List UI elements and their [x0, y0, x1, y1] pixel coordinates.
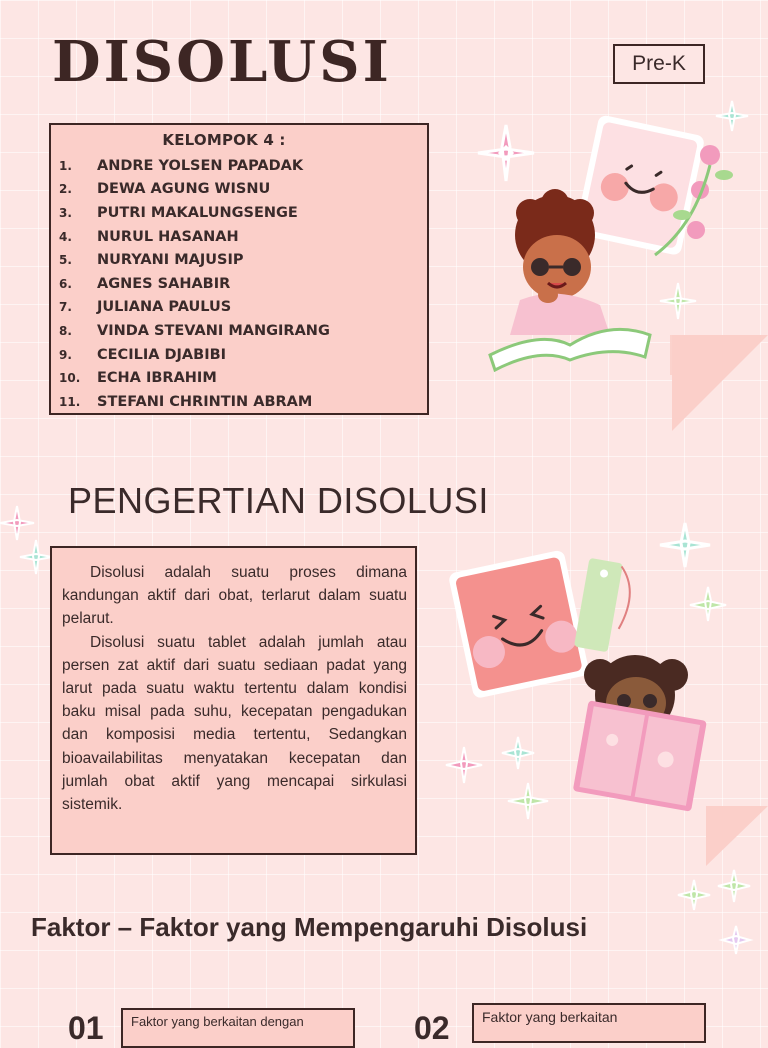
sparkle-icon [660, 523, 710, 567]
factor-number-2: 02 [414, 1010, 450, 1046]
sparkle-icon [660, 283, 696, 319]
factor-card-2 [472, 1003, 706, 1043]
member-row [51, 225, 427, 249]
member-row [51, 319, 427, 343]
reading-child-illustration [470, 95, 760, 375]
member-name: VINDA STEVANI MANGIRANG [97, 322, 330, 339]
sparkle-icon [446, 747, 482, 783]
member-name: CECILIA DJABIBI [97, 346, 227, 363]
paper-fold-decoration [672, 335, 768, 435]
member-row [51, 154, 427, 178]
member-row [51, 366, 427, 390]
open-book-icon [490, 329, 650, 370]
member-row [51, 390, 427, 414]
member-list [51, 154, 427, 414]
sparkle-icon [508, 783, 548, 819]
factor-card-1-text: Faktor yang berkaitan dengan [131, 1014, 304, 1029]
member-row [51, 178, 427, 202]
member-number: 5. [59, 253, 72, 268]
member-row [51, 201, 427, 225]
member-row [51, 343, 427, 367]
member-name: ECHA IBRAHIM [97, 370, 217, 387]
member-number: 4. [59, 229, 72, 244]
member-number: 9. [59, 347, 72, 362]
paper-fold-decoration [706, 806, 768, 868]
factors-heading: Faktor – Faktor yang Mempengaruhi Disolusi [31, 912, 588, 942]
member-row [51, 296, 427, 320]
member-row [51, 272, 427, 296]
laughing-book-icon [448, 549, 590, 699]
member-number: 11. [59, 394, 81, 409]
group-members-box [49, 123, 429, 415]
member-number: 10. [59, 371, 81, 386]
member-row [51, 248, 427, 272]
sparkle-icon [502, 737, 534, 769]
sparkle-icon [690, 587, 726, 621]
pink-book-icon [573, 700, 707, 811]
member-number: 7. [59, 300, 72, 315]
member-name: NURYANI MAJUSIP [97, 252, 244, 269]
sparkle-icon [478, 125, 534, 181]
member-name: DEWA AGUNG WISNU [97, 181, 271, 198]
member-number: 1. [59, 158, 72, 173]
member-number: 8. [59, 323, 72, 338]
member-number: 3. [59, 205, 72, 220]
bookmark-icon [574, 558, 635, 655]
group-heading: KELOMPOK 4 : [162, 131, 286, 149]
level-badge: Pre-K [613, 44, 705, 84]
sparkle-icon [672, 862, 762, 962]
factor-card-2-text: Faktor yang berkaitan [482, 1009, 618, 1025]
sparkle-icon [716, 101, 748, 131]
definition-paragraph-1: Disolusi adalah suatu proses dimana kandungan aktif dari obat, terlarut dalam suatu pelarut. [62, 564, 407, 628]
definition-heading: PENGERTIAN DISOLUSI [68, 480, 489, 521]
member-name: STEFANI CHRINTIN ABRAM [97, 393, 313, 410]
member-name: JULIANA PAULUS [97, 299, 232, 316]
factor-number-1: 01 [68, 1010, 104, 1046]
member-name: ANDRE YOLSEN PAPADAK [97, 157, 304, 174]
reading-girl-illustration [440, 515, 740, 825]
definition-paragraph-2: Disolusi suatu tablet adalah jumlah atau persen zat aktif dari suatu sediaan padat yang larut pada suatu waktu tertentu dalam kondisi baku misal pada suhu, kecepatan pengadukan dan komposisi media tertentu, Sedangkan bioavailabilitas menyatakan kecepatan dan jumlah obat aktif yang mencapai sirkulasi sistemik. [62, 633, 407, 814]
factor-card-1 [121, 1008, 355, 1048]
member-number: 6. [59, 276, 72, 291]
member-name: PUTRI MAKALUNGSENGE [97, 204, 298, 221]
member-number: 2. [59, 182, 72, 197]
member-name: AGNES SAHABIR [97, 275, 231, 292]
definition-box [50, 546, 417, 855]
page-title: DISOLUSI [52, 29, 392, 95]
member-name: NURUL HASANAH [97, 228, 239, 245]
